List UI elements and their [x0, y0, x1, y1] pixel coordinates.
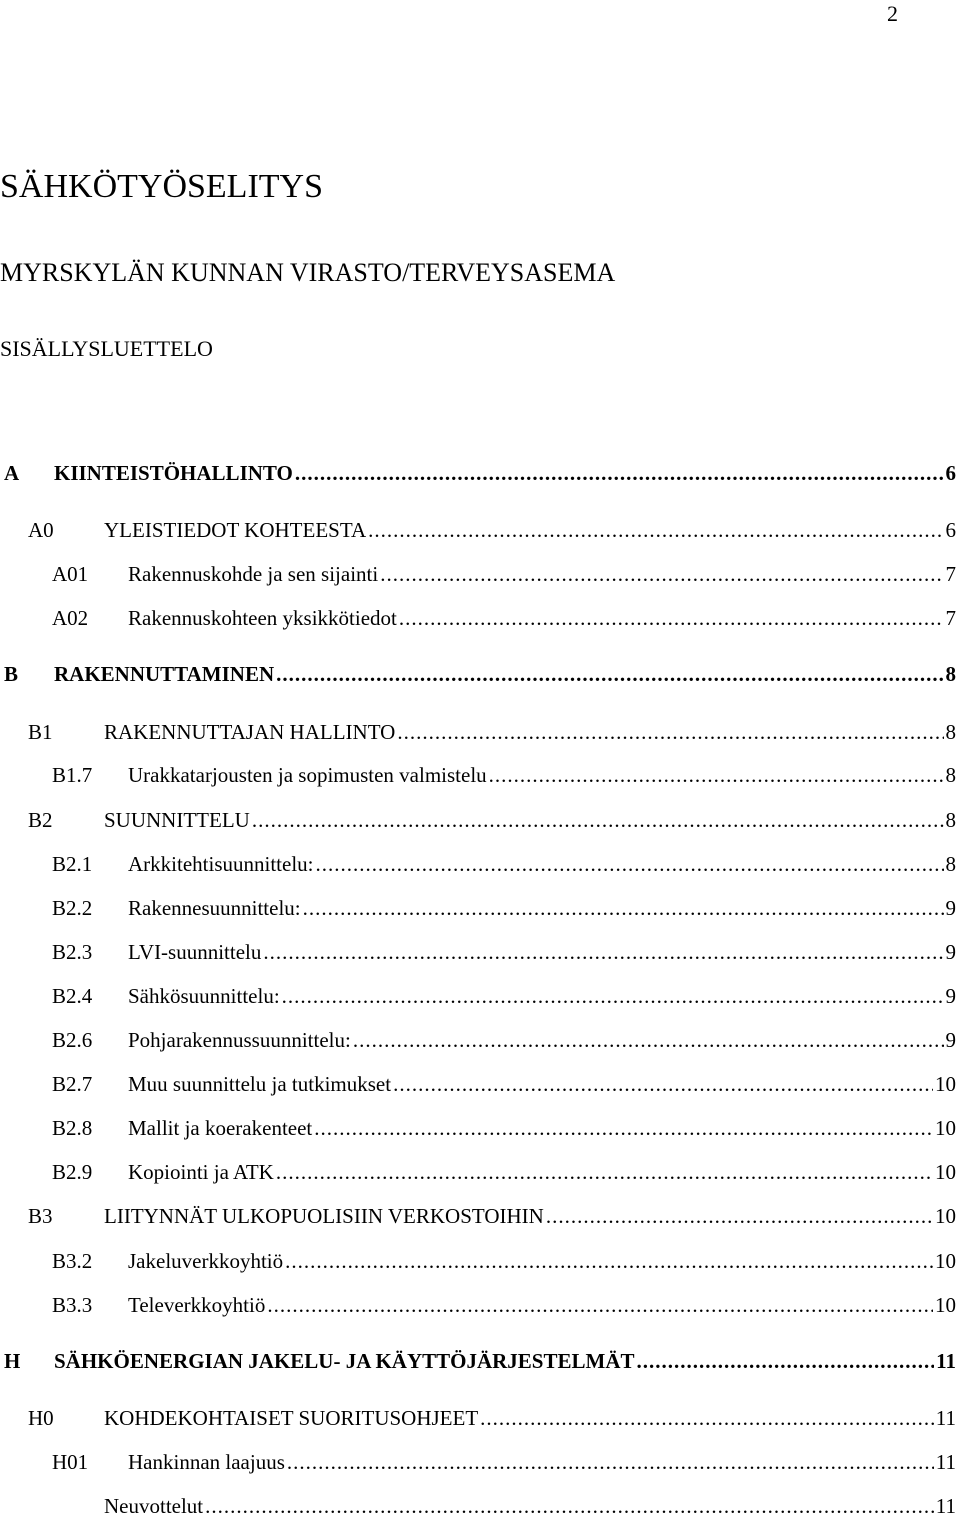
toc-dot-leader [489, 761, 944, 789]
toc-entry-title: Mallit ja koerakenteet [128, 1116, 313, 1140]
toc-entry-title: Rakennuskohde ja sen sijainti [128, 562, 379, 586]
toc-entry[interactable] [52, 1070, 956, 1098]
toc-entry-page: 6 [945, 518, 956, 542]
toc-dot-leader [287, 1448, 934, 1476]
toc-entry-title: Rakennuskohteen yksikkötiedot [128, 606, 397, 630]
toc-entry-title: SUUNNITTELU [104, 808, 250, 832]
toc-entry-page: 7 [945, 606, 956, 630]
toc-entry-page: 8 [945, 852, 956, 876]
document-subtitle: MYRSKYLÄN KUNNAN VIRASTO/TERVEYSASEMA [0, 258, 616, 287]
toc-entry[interactable] [28, 718, 956, 746]
toc-entry-title: RAKENNUTTAJAN HALLINTO [104, 720, 396, 744]
toc-entry-number: B3 [28, 1204, 53, 1228]
toc-entry[interactable] [28, 1404, 956, 1432]
toc-dot-leader [315, 850, 943, 878]
toc-entry-title: KIINTEISTÖHALLINTO [54, 461, 293, 485]
toc-entry-number: A01 [52, 562, 89, 586]
toc-dot-leader [303, 894, 944, 922]
toc-entry[interactable] [52, 938, 956, 966]
toc-entry-title: Hankinnan laajuus [128, 1450, 285, 1474]
toc-entry[interactable] [52, 761, 956, 789]
toc-entry-number: B2.1 [52, 852, 93, 876]
toc-entry-number: B2 [28, 808, 53, 832]
toc-entry-page: 10 [935, 1204, 956, 1228]
toc-dot-leader [263, 938, 943, 966]
toc-entry[interactable] [52, 894, 956, 922]
toc-entry[interactable] [28, 806, 956, 834]
toc-entry-page: 10 [935, 1072, 956, 1096]
toc-entry-page: 9 [945, 1028, 956, 1052]
toc-entry[interactable] [28, 1202, 956, 1230]
toc-dot-leader [276, 660, 943, 688]
toc-entry-page: 11 [935, 1494, 956, 1518]
toc-entry-title: Kopiointi ja ATK [128, 1160, 274, 1184]
toc-dot-leader [393, 1070, 933, 1098]
toc-dot-leader [282, 982, 944, 1010]
toc-dot-leader [353, 1026, 944, 1054]
toc-entry-number: B2.6 [52, 1028, 93, 1052]
toc-entry-number: B2.2 [52, 896, 93, 920]
toc-entry-number: B [4, 662, 19, 686]
toc-entry-number: A0 [28, 518, 54, 542]
toc-entry-number: A02 [52, 606, 89, 630]
toc-dot-leader [267, 1291, 933, 1319]
toc-entry[interactable] [52, 1026, 956, 1054]
toc-entry-title: YLEISTIEDOT KOHTEESTA [104, 518, 367, 542]
toc-dot-leader [546, 1202, 933, 1230]
toc-entry-title: SÄHKÖENERGIAN JAKELU- JA KÄYTTÖJÄRJESTELMÄT [54, 1349, 635, 1373]
toc-entry-page: 7 [945, 562, 956, 586]
toc-entry-page: 8 [945, 763, 956, 787]
toc-entry-number: B1 [28, 720, 53, 744]
toc-entry[interactable] [4, 1347, 956, 1375]
toc-entry-page: 11 [935, 1450, 956, 1474]
toc-entry-title: RAKENNUTTAMINEN [54, 662, 275, 686]
toc-entry-number: B2.8 [52, 1116, 93, 1140]
toc-entry-number: B2.9 [52, 1160, 93, 1184]
toc-entry-number: B3.3 [52, 1293, 93, 1317]
toc-entry-title: KOHDEKOHTAISET SUORITUSOHJEET [104, 1406, 479, 1430]
toc-dot-leader [295, 459, 944, 487]
toc-entry-page: 9 [945, 940, 956, 964]
toc-entry[interactable] [52, 1448, 956, 1476]
toc-dot-leader [399, 604, 944, 632]
toc-entry[interactable] [52, 560, 956, 588]
toc-entry[interactable] [52, 1247, 956, 1275]
toc-entry-title: Televerkkoyhtiö [128, 1293, 266, 1317]
toc-entry-page: 10 [935, 1116, 956, 1140]
toc-heading: SISÄLLYSLUETTELO [0, 336, 213, 361]
toc-entry-number: H0 [28, 1406, 54, 1430]
toc-dot-leader [380, 560, 943, 588]
toc-dot-leader [252, 806, 944, 834]
toc-entry-number: B2.4 [52, 984, 93, 1008]
toc-entry-page: 10 [935, 1293, 956, 1317]
toc-entry-title: Neuvottelut [104, 1494, 204, 1518]
toc-entry-title: Muu suunnittelu ja tutkimukset [128, 1072, 392, 1096]
toc-entry-title: Arkkitehtisuunnittelu: [128, 852, 314, 876]
toc-entry-title: Sähkösuunnittelu: [128, 984, 280, 1008]
toc-entry-page: 10 [935, 1160, 956, 1184]
toc-entry-number: B1.7 [52, 763, 93, 787]
toc-entry-page: 6 [945, 461, 956, 485]
toc-dot-leader [637, 1347, 935, 1375]
toc-entry[interactable] [52, 982, 956, 1010]
toc-dot-leader [368, 516, 943, 544]
toc-entry[interactable] [4, 660, 956, 688]
toc-entry[interactable] [4, 459, 956, 487]
toc-entry-number: B3.2 [52, 1249, 93, 1273]
toc-entry[interactable] [52, 850, 956, 878]
toc-dot-leader [480, 1404, 934, 1432]
toc-entry-number: H01 [52, 1450, 89, 1474]
toc-entry-page: 10 [935, 1249, 956, 1273]
toc-dot-leader [276, 1158, 933, 1186]
toc-entry-page: 8 [945, 720, 956, 744]
toc-entry[interactable] [52, 1158, 956, 1186]
toc-entry-title: Urakkatarjousten ja sopimusten valmistelu [128, 763, 487, 787]
toc-entry-title: Rakennesuunnittelu: [128, 896, 301, 920]
page-number: 2 [887, 1, 898, 26]
toc-dot-leader [397, 718, 943, 746]
toc-entry-page: 11 [935, 1406, 956, 1430]
toc-entry-title: LIITYNNÄT ULKOPUOLISIIN VERKOSTOIHIN [104, 1204, 544, 1228]
toc-entry-number: B2.3 [52, 940, 93, 964]
toc-entry-title: LVI-suunnittelu [128, 940, 262, 964]
toc-entry-page: 9 [945, 896, 956, 920]
toc-entry-page: 8 [945, 662, 956, 686]
toc-entry-page: 8 [945, 808, 956, 832]
toc-entry-number: B2.7 [52, 1072, 93, 1096]
toc-entry[interactable] [52, 1114, 956, 1142]
toc-entry-number: A [4, 461, 20, 485]
toc-entry-title: Pohjarakennussuunnittelu: [128, 1028, 351, 1052]
toc-entry-page: 11 [936, 1349, 956, 1373]
toc-entry[interactable] [28, 516, 956, 544]
toc-entry[interactable] [52, 1291, 956, 1319]
document-title: SÄHKÖTYÖSELITYS [0, 168, 323, 205]
toc-dot-leader [285, 1247, 933, 1275]
toc-entry-number: H [4, 1349, 21, 1373]
toc-entry[interactable] [52, 604, 956, 632]
toc-entry-page: 9 [945, 984, 956, 1008]
toc-dot-leader [314, 1114, 933, 1142]
toc-entry-title: Jakeluverkkoyhtiö [128, 1249, 284, 1273]
